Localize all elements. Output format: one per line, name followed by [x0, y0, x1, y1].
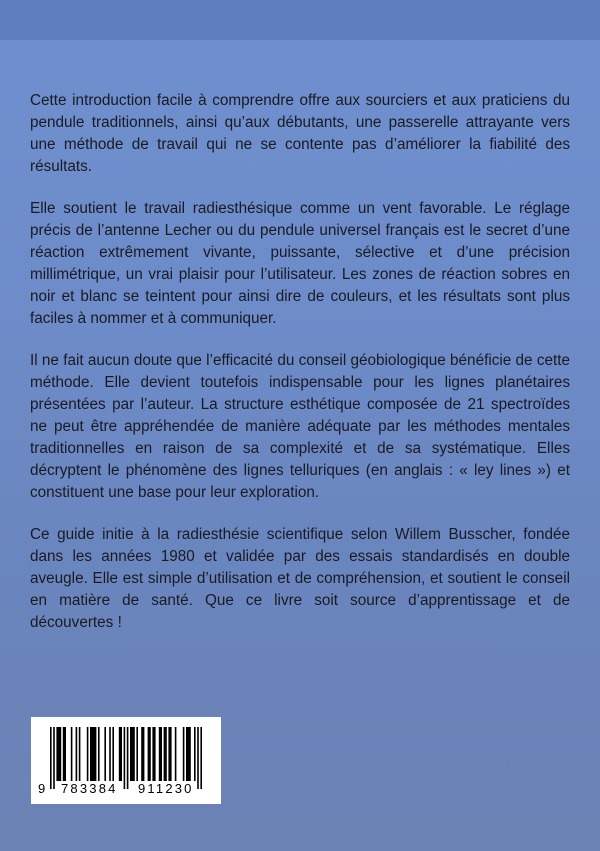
barcode-bar [104, 727, 106, 781]
barcode-bar [164, 727, 167, 781]
barcode-bar [63, 727, 66, 781]
barcode-bar [56, 727, 61, 781]
barcode-bar [130, 727, 135, 781]
description-paragraph-1: Cette introduction facile à comprendre offre aux sourciers et aux praticiens du pendule traditionnels, ainsi qu’aux débutants, une passerelle attrayante vers une méthode de travail qui ne se contente pas d’améliorer la fiabilité des résultats. [30, 92, 570, 175]
barcode-bar [87, 727, 89, 781]
top-band [0, 0, 600, 40]
barcode-bar [112, 727, 114, 781]
barcode-bar [71, 727, 73, 781]
barcode-bar [136, 727, 138, 781]
isbn-barcode [31, 717, 221, 804]
barcode-bar [159, 727, 162, 781]
barcode-guard-bar [50, 727, 52, 789]
barcode-guard-bar [53, 727, 55, 789]
barcode-bar [119, 727, 122, 781]
back-cover-description [30, 90, 570, 654]
barcode-bar [194, 727, 196, 781]
barcode-bar [168, 727, 171, 781]
barcode-bar [79, 727, 81, 781]
barcode-guard-bar [200, 727, 202, 789]
barcode-bar [98, 727, 100, 781]
description-paragraph-4: Ce guide initie à la radiesthésie scientifique selon Willem Busscher, fondée dans les années 1980 et validée par des essais standardisés en double aveugle. Elle est simple d’utilisation et de compréhension, et soutient le conseil en matière de santé. Que ce livre soit source d’apprentissage et de découvertes ! [30, 526, 570, 631]
barcode-bar [183, 727, 185, 781]
barcode-digits-right: 911230 [138, 781, 194, 796]
barcode-bar [152, 727, 155, 781]
description-paragraph-2: Elle soutient le travail radiesthésique comme un vent favorable. Le réglage précis de l’antenne Lecher ou du pendule universel français est le secret d’une réaction extrêmement vivante, puissante, sélective et d’une précision millimétrique, un vrai plaisir pour l’utilisateur. Les zones de réaction sobres en noir et blanc se teintent pour ainsi dire de couleurs, et les résultats sont plus faciles à nommer et à communiquer. [30, 200, 570, 327]
barcode-guard-bar [197, 727, 199, 789]
barcode-bar [175, 727, 177, 781]
barcode-guard-bar [124, 727, 126, 789]
barcode-digits-left: 783384 [61, 781, 118, 796]
barcode-digits [31, 781, 221, 799]
barcode-digit-first: 9 [38, 781, 46, 796]
description-paragraph-3: Il ne fait aucun doute que l’efficacité du conseil géobiologique bénéficie de cette méthode. Elle devient toutefois indispensable pour les lignes planétaires présentées par l’auteur. La structure esthétique composée de 21 spectroïdes ne peut être appréhendée de manière adéquate par les méthodes mentales traditionnelles en raison de sa complexité et de sa systématique. Elles décryptent le phénomène des lignes telluriques (en anglais : « ley lines ») et constituent une base pour leur exploration. [30, 352, 570, 501]
barcode-bar [109, 727, 111, 781]
barcode-bar [148, 727, 151, 781]
barcode-bar [141, 727, 144, 781]
barcode-guard-bar [127, 727, 129, 789]
barcode-bar [90, 727, 96, 781]
barcode-bar [186, 727, 191, 781]
barcode-bar [76, 727, 78, 781]
